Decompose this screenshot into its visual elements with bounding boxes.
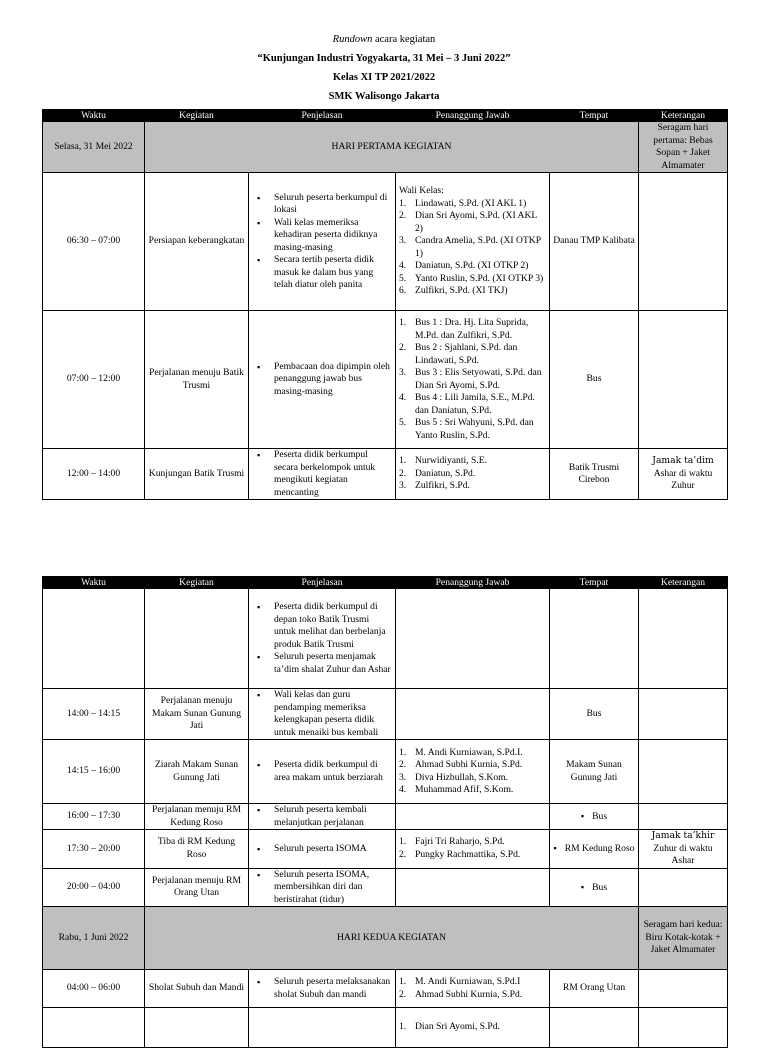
waktu-cell: 07:00 – 12:00 <box>43 311 145 449</box>
col-tempat: Tempat <box>550 110 639 122</box>
penjelasan-cell <box>249 173 396 311</box>
table-row <box>43 589 728 689</box>
day-row <box>43 907 728 970</box>
list-item: 2. Ahmad Subhi Kurnia, S.Pd. <box>399 988 523 1000</box>
list-item: ▪ Seluruh peserta menjamak ta’dim shalat Zuhur dan Ashar <box>252 651 392 676</box>
col-waktu: Waktu <box>43 577 145 589</box>
day-date: Selasa, 31 Mei 2022 <box>43 122 145 173</box>
keterangan-cell <box>639 970 728 1008</box>
waktu-cell: 04:00 – 06:00 <box>43 970 145 1008</box>
penjelasan-cell <box>249 830 396 869</box>
col-penanggung-jawab: Penanggung Jawab <box>396 110 550 122</box>
waktu-cell: 20:00 – 04:00 <box>43 868 145 907</box>
list-item: 4. Bus 4 : Lili Jamila, S.E., M.Pd. dan Daniatun, S.Pd. <box>399 392 535 416</box>
waktu-cell: 16:00 – 17:30 <box>43 804 145 830</box>
pj-cell <box>396 970 550 1008</box>
schedule-table-2 <box>42 576 728 1048</box>
col-keterangan: Keterangan <box>639 577 728 589</box>
col-keterangan: Keterangan <box>639 110 728 122</box>
table-row <box>43 1008 728 1048</box>
list-item: 1. Lindawati, S.Pd. (XI AKL 1) <box>399 197 527 209</box>
tempat-bullet: ▪ Bus <box>581 882 607 893</box>
tempat-bullet: ▪ Bus <box>581 811 607 822</box>
keterangan-cell <box>639 830 728 869</box>
col-waktu: Waktu <box>43 110 145 122</box>
kegiatan-cell: Ziarah Makam Sunan Gunung Jati <box>145 740 249 804</box>
keterangan-cell <box>639 589 728 689</box>
list-item: 4. Muhammad Afif, S.Kom. <box>399 784 514 795</box>
kegiatan-cell: Perjalanan menuju RM Orang Utan <box>145 868 249 907</box>
pj-cell <box>396 1008 550 1048</box>
penjelasan-cell <box>249 1008 396 1048</box>
list-item: ▪ Seluruh peserta ISOMA <box>252 843 392 856</box>
kegiatan-cell <box>145 589 249 689</box>
tempat-cell: Bus <box>550 689 639 740</box>
waktu-cell <box>43 589 145 689</box>
pj-cell <box>396 449 550 500</box>
list-item: 1. Dian Sri Ayomi, S.Pd. <box>399 1021 500 1033</box>
tempat-cell <box>550 1008 639 1048</box>
list-item: 2. Bus 2 : Sjahlani, S.Pd. dan Lindawati, S.Pd. <box>399 342 518 366</box>
tempat-cell: Batik Trusmi Cirebon <box>550 449 639 500</box>
list-item: ▪ Peserta didik berkumpul di area makam untuk berziarah <box>252 759 392 784</box>
penjelasan-cell <box>249 311 396 449</box>
pj-cell <box>396 589 550 689</box>
day-label: HARI KEDUA KEGIATAN <box>145 907 639 970</box>
table-header <box>43 577 728 589</box>
list-item: 3. Diva Hizbullah, S.Kom. <box>399 771 508 783</box>
list-item: ▪ Wali kelas dan guru pendamping memeriksa kelengkapan peserta didik untuk menaiki bus kembali <box>252 689 392 739</box>
col-kegiatan: Kegiatan <box>145 577 249 589</box>
list-item: 4. Daniatun, S.Pd. (XI OTKP 2) <box>399 260 529 272</box>
tempat-cell: Makam Sunan Gunung Jati <box>550 740 639 804</box>
keterangan-text: Ashar di waktu Zuhur <box>653 467 713 492</box>
penjelasan-cell <box>249 689 396 740</box>
list-item: 2. Dian Sri Ayomi, S.Pd. (XI AKL 2) <box>399 210 537 234</box>
keterangan-cell <box>639 689 728 740</box>
kegiatan-cell: Persiapan keberangkatan <box>145 173 249 311</box>
tempat-cell <box>550 830 639 869</box>
list-item: 3. Candra Amelia, S.Pd. (XI OTKP 1) <box>399 235 541 259</box>
pj-cell <box>396 689 550 740</box>
col-penjelasan: Penjelasan <box>249 110 396 122</box>
list-item: 1. Nurwidiyanti, S.E. <box>399 455 487 467</box>
penjelasan-cell <box>249 589 396 689</box>
kegiatan-cell: Kunjungan Batik Trusmi <box>145 449 249 500</box>
penjelasan-cell <box>249 740 396 804</box>
table-row <box>43 830 728 869</box>
tempat-cell <box>550 868 639 907</box>
table-row <box>43 804 728 830</box>
kegiatan-cell: Tiba di RM Kedung Roso <box>145 830 249 869</box>
kegiatan-cell: Perjalanan menuju RM Kedung Roso <box>145 804 249 830</box>
waktu-cell: 14:15 – 16:00 <box>43 740 145 804</box>
kegiatan-cell <box>145 1008 249 1048</box>
list-item: 2. Ahmad Subhi Kurnia, S.Pd. <box>399 759 523 770</box>
event-title: “Kunjungan Industri Yogyakarta, 31 Mei – 3 Juni 2022” <box>257 53 511 64</box>
list-item: ▪ Secara tertib peserta didik masuk ke dalam bus yang telah diatur oleh panita <box>252 254 392 292</box>
kegiatan-cell: Sholat Subuh dan Mandi <box>145 970 249 1008</box>
table-row <box>43 740 728 804</box>
day-label: HARI PERTAMA KEGIATAN <box>145 122 639 173</box>
tempat-bullet: ▪ RM Kedung Roso <box>553 843 634 854</box>
keterangan-cell <box>639 1008 728 1048</box>
waktu-cell: 17:30 – 20:00 <box>43 830 145 869</box>
rundown-title: Rundown acara kegiatan <box>332 34 436 45</box>
tempat-cell <box>550 589 639 689</box>
keterangan-text: Zuhur di waktu Ashar <box>653 842 713 866</box>
tempat-cell: Bus <box>550 311 639 449</box>
list-item: 1. M. Andi Kurniawan, S.Pd.I. <box>399 746 523 758</box>
table-header <box>43 110 728 122</box>
day-row <box>43 122 728 173</box>
list-item: 3. Bus 3 : Elis Setyowati, S.Pd. dan Dian Sri Ayomi, S.Pd. <box>399 367 542 391</box>
pj-cell <box>396 740 550 804</box>
penjelasan-cell <box>249 970 396 1008</box>
tempat-cell <box>550 804 639 830</box>
list-item: 1. Bus 1 : Dra. Hj. Lita Suprida, M.Pd. dan Zulfikri, S.Pd. <box>399 317 529 341</box>
tempat-cell: RM Orang Utan <box>550 970 639 1008</box>
kegiatan-cell: Perjalanan menuju Makam Sunan Gunung Jati <box>145 689 249 740</box>
keterangan-cell <box>639 868 728 907</box>
keterangan-cell <box>639 449 728 500</box>
list-item: 2. Pungky Rachmattika, S.Pd. <box>399 848 521 860</box>
list-item: 2. Daniatun, S.Pd. <box>399 467 476 479</box>
col-kegiatan: Kegiatan <box>145 110 249 122</box>
col-penanggung-jawab: Penanggung Jawab <box>396 577 550 589</box>
keterangan-cell <box>639 804 728 830</box>
list-item: 6. Zulfikri, S.Pd. (XI TKJ) <box>399 285 508 297</box>
list-item: ▪ Seluruh peserta berkumpul di lokasi <box>252 192 392 217</box>
col-penjelasan: Penjelasan <box>249 577 396 589</box>
table-row <box>43 311 728 449</box>
waktu-cell <box>43 1008 145 1048</box>
class-title: Kelas XI TP 2021/2022 <box>332 72 436 83</box>
schedule-table-1 <box>42 109 728 500</box>
list-item: ▪ Seluruh peserta kembali melanjutkan perjalanan <box>252 804 392 829</box>
table-row <box>43 868 728 907</box>
keterangan-cell <box>639 740 728 804</box>
day-uniform: Seragam hari pertama: Bebas Sopan + Jaket Almamater <box>639 122 728 173</box>
penjelasan-cell <box>249 804 396 830</box>
list-item: 3. Zulfikri, S.Pd. <box>399 480 470 492</box>
list-item: ▪ Seluruh peserta melaksanakan sholat Subuh dan mandi <box>252 976 392 1001</box>
table-row <box>43 173 728 311</box>
list-item: ▪ Wali kelas memeriksa kehadiran peserta didiknya masing-masing <box>252 217 392 255</box>
kegiatan-cell: Perjalanan menuju Batik Trusmi <box>145 311 249 449</box>
list-item: 1. M. Andi Kurniawan, S.Pd.I <box>399 976 521 987</box>
list-item: 5. Bus 5 : Sri Wahyuni, S.Pd. dan Yanto Ruslin, S.Pd. <box>399 417 534 441</box>
list-item: ▪ Peserta didik berkumpul secara berkelompok untuk mengikuti kegiatan mencanting <box>252 449 392 499</box>
pj-cell <box>396 311 550 449</box>
day-uniform: Seragam hari kedua: Biru Kotak-kotak + Jaket Almamater <box>639 907 728 970</box>
list-item: 5. Yanto Ruslin, S.Pd. (XI OTKP 3) <box>399 272 544 284</box>
waktu-cell: 14:00 – 14:15 <box>43 689 145 740</box>
table-row <box>43 970 728 1008</box>
pj-cell <box>396 173 550 311</box>
school-title: SMK Walisongo Jakarta <box>328 91 440 102</box>
pj-cell <box>396 830 550 869</box>
table-row <box>43 449 728 500</box>
pj-cell <box>396 868 550 907</box>
col-tempat: Tempat <box>550 577 639 589</box>
handwritten-note: Jamak ta’dim <box>652 455 714 467</box>
tempat-cell: Danau TMP Kalibata <box>550 173 639 311</box>
handwritten-note: Jamak ta’khir <box>651 830 715 841</box>
pj-intro: Wali Kelas: <box>399 185 444 197</box>
day-date: Rabu, 1 Juni 2022 <box>43 907 145 970</box>
penjelasan-cell <box>249 449 396 500</box>
pj-cell <box>396 804 550 830</box>
list-item: ▪ Peserta didik berkumpul di depan toko Batik Trusmi untuk melihat dan berbelanja produk Batik Trusmi <box>252 601 392 651</box>
waktu-cell: 12:00 – 14:00 <box>43 449 145 500</box>
keterangan-cell <box>639 311 728 449</box>
list-item: ▪ Seluruh peserta ISOMA, membersihkan diri dan beristirahat (tidur) <box>252 869 392 907</box>
keterangan-cell <box>639 173 728 311</box>
list-item: 1. Fajri Tri Raharjo, S.Pd. <box>399 836 505 848</box>
list-item: ▪ Pembacaan doa dipimpin oleh penanggung jawab bus masing-masing <box>252 361 392 399</box>
table-row <box>43 689 728 740</box>
penjelasan-cell <box>249 868 396 907</box>
waktu-cell: 06:30 – 07:00 <box>43 173 145 311</box>
